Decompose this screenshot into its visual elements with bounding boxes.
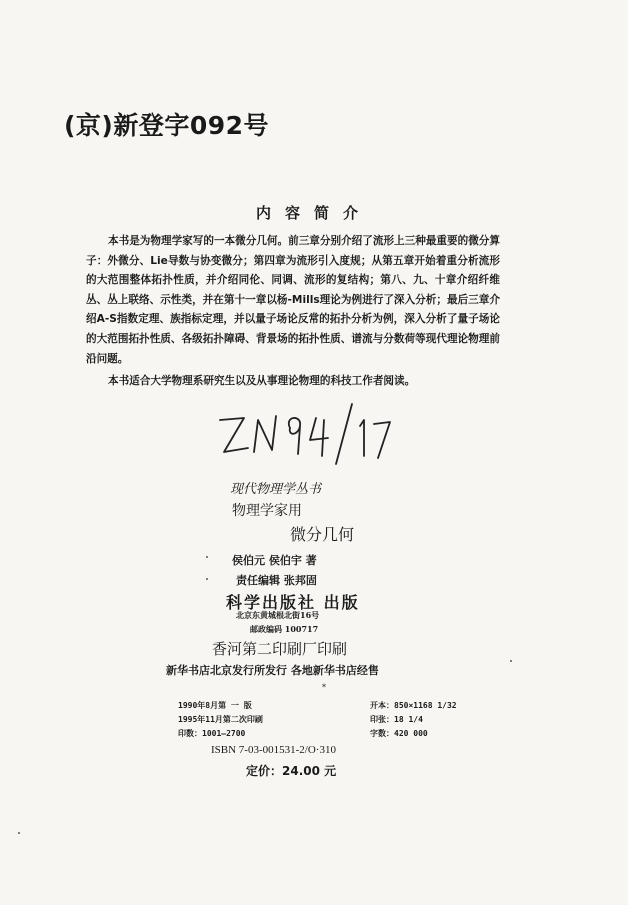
first-edition: 1990年8月第 一 版: [178, 701, 252, 710]
book-format: 开本：850×1168 1/32: [370, 701, 457, 710]
publisher: 科学出版社 出版: [226, 593, 360, 612]
print-speck: [206, 578, 208, 580]
authors: 侯伯元 侯伯宇 著: [232, 554, 317, 567]
summary-heading: 内容简介: [255, 204, 372, 222]
series-name: 现代物理学丛书: [230, 482, 322, 497]
isbn: ISBN 7-03-001531-2/O·310: [211, 744, 336, 756]
print-speck: [206, 556, 208, 558]
print-run: 印数：1001—2700: [178, 729, 246, 738]
second-printing: 1995年11月第二次印刷: [178, 715, 263, 724]
registration-number: (京)新登字092号: [64, 111, 270, 140]
word-count: 字数：420 000: [370, 729, 428, 738]
printer: 香河第二印刷厂印刷: [212, 640, 348, 658]
responsible-editor: 责任编辑 张邦固: [236, 574, 317, 587]
book-title: 微分几何: [290, 525, 355, 544]
print-speck: [510, 660, 512, 662]
publisher-address: 北京东黄城根北街16号: [236, 610, 320, 620]
distributor: 新华书店北京发行所发行 各地新华书店经售: [166, 664, 379, 677]
summary-paragraph-1: 本书是为物理学家写的一本微分几何。前三章分别介绍了流形上三种最重要的微分算子：外微分、Lie导数与协变微分；第四章为流形引入度规；从第五章开始着重分析流形的大范围整体拓扑性质，并介绍同伦、同调、流形的复结构；第八、九、十章介绍纤维丛、丛上联络、示性类，并在第十一章以杨-Mills理论为例进行了深入分析；最后三章介绍A-S指数定理、族指标定理，并以量子场论反常的拓扑分析为例，深入分析了量子场论的大范围拓扑性质、各级拓扑障碍、背景场的拓扑性质、谱流与分数荷等现代理论物理前沿问题。: [86, 235, 500, 365]
print-speck: [18, 832, 20, 834]
separator-star: *: [322, 683, 326, 692]
price: 定价：24.00 元: [246, 764, 337, 778]
handwritten-call-number: [214, 398, 404, 468]
book-subtitle: 物理学家用: [232, 503, 302, 519]
handwritten-call-number-drawing: [214, 398, 404, 468]
printed-sheets: 印张：18 1/4: [370, 715, 423, 724]
publisher-postcode: 邮政编码 100717: [250, 624, 319, 634]
summary-paragraph-2: 本书适合大学物理系研究生以及从事理论物理的科技工作者阅读。: [108, 375, 416, 387]
